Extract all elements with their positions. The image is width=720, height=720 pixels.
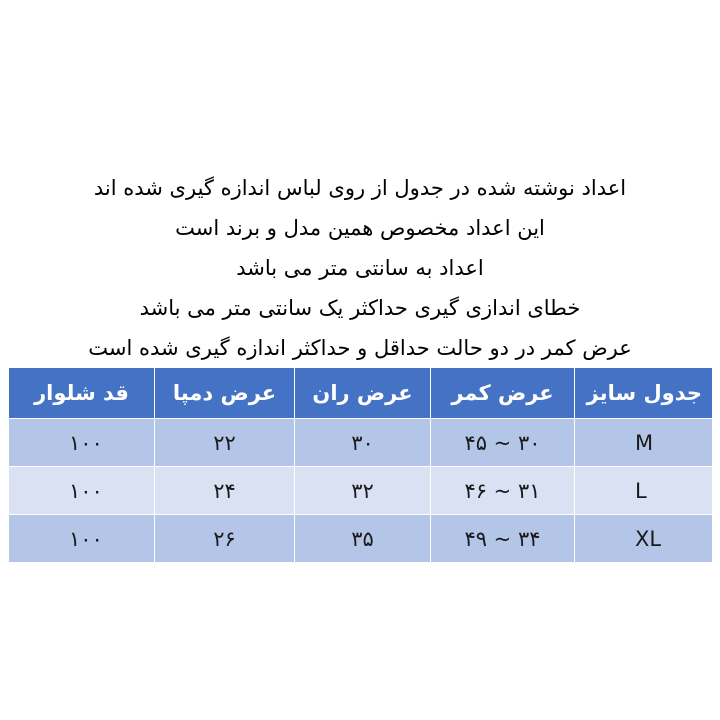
header-pants-length: قد شلوار [9, 368, 155, 419]
waist-width-value: ۴۹ ~ ۳۴ [431, 515, 575, 563]
note-line: خطای اندازی گیری حداکثر یک سانتی متر می باشد [139, 296, 581, 320]
hem-width-value: ۲۴ [155, 467, 295, 515]
header-waist-width: عرض کمر [431, 368, 575, 419]
hem-width-value: ۲۲ [155, 419, 295, 467]
thigh-width-value: ۳۲ [295, 467, 431, 515]
hem-width-value: ۲۶ [155, 515, 295, 563]
table-header-row [9, 368, 713, 419]
header-hem-width: عرض دمپا [155, 368, 295, 419]
note-line: اعداد نوشته شده در جدول از روی لباس اندازه گیری شده اند [93, 176, 627, 200]
table-row [9, 515, 713, 563]
thigh-width-value: ۳۰ [295, 419, 431, 467]
pants-length-value: ۱۰۰ [9, 515, 155, 563]
size-label: L [575, 467, 713, 515]
thigh-width-value: ۳۵ [295, 515, 431, 563]
size-label: XL [575, 515, 713, 563]
pants-length-value: ۱۰۰ [9, 419, 155, 467]
header-size-chart: جدول سایز [575, 368, 713, 419]
waist-width-value: ۴۶ ~ ۳۱ [431, 467, 575, 515]
waist-width-value: ۴۵ ~ ۳۰ [431, 419, 575, 467]
measurement-notes [0, 168, 720, 368]
table-row [9, 419, 713, 467]
size-table [8, 368, 713, 563]
note-line: این اعداد مخصوص همین مدل و برند است [175, 216, 545, 240]
pants-length-value: ۱۰۰ [9, 467, 155, 515]
header-thigh-width: عرض ران [295, 368, 431, 419]
size-label: M [575, 419, 713, 467]
note-line: اعداد به سانتی متر می باشد [236, 256, 484, 280]
table-row [9, 467, 713, 515]
note-line: عرض کمر در دو حالت حداقل و حداکثر اندازه گیری شده است [88, 336, 632, 360]
